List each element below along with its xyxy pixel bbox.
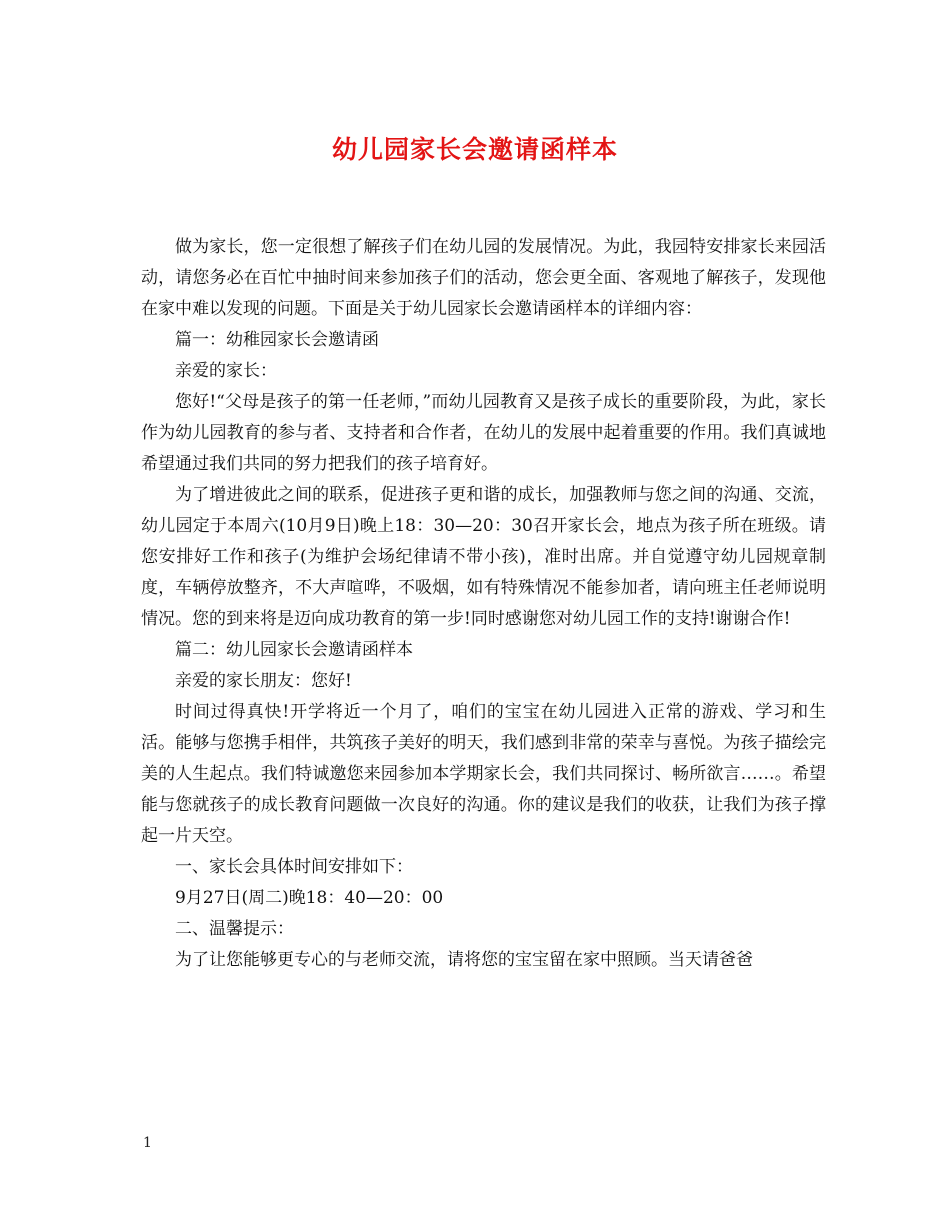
page-number: 1 [143,1135,152,1151]
paragraph: 做为家长，您一定很想了解孩子们在幼儿园的发展情况。为此，我园特安排家长来园活动，请您务必在百忙中抽时间来参加孩子们的活动，您会更全面、客观地了解孩子，发现他在家中难以发现的问题。下面是关于幼儿园家长会邀请函样本的详细内容： [141,237,826,319]
document-body [141,232,826,976]
paragraph: 时间过得真快!开学将近一个月了，咱们的宝宝在幼儿园进入正常的游戏、学习和生活。能够与您携手相伴，共筑孩子美好的明天，我们感到非常的荣幸与喜悦。为孩子描绘完美的人生起点。我们特诚邀您来园参加本学期家长会，我们共同探讨、畅所欲言……。希望能与您就孩子的成长教育问题做一次良好的沟通。你的建议是我们的收获，让我们为孩子撑起一片天空。 [141,702,826,846]
paragraph: 一、家长会具体时间安排如下： [175,857,413,877]
paragraph: 为了让您能够更专心的与老师交流，请将您的宝宝留在家中照顾。当天请爸爸 [175,950,753,970]
paragraph: 亲爱的家长朋友：您好! [175,671,352,691]
paragraph: 您好!“父母是孩子的第一任老师，”而幼儿园教育又是孩子成长的重要阶段，为此，家长作为幼儿园教育的参与者、支持者和合作者，在幼儿的发展中起着重要的作用。我们真诚地希望通过我们共同的努力把我们的孩子培育好。 [141,392,826,474]
paragraph: 篇一：幼稚园家长会邀请函 [175,330,379,350]
paragraph: 亲爱的家长： [175,361,277,381]
paragraph: 为了增进彼此之间的联系，促进孩子更和谐的成长，加强教师与您之间的沟通、交流，幼儿园定于本周六(10月9日)晚上18：30—20：30召开家长会，地点为孩子所在班级。请您安排好工作和孩子(为维护会场纪律请不带小孩)，准时出席。并自觉遵守幼儿园规章制度，车辆停放整齐，不大声喧哗，不吸烟，如有特殊情况不能参加者，请向班主任老师说明情况。您的到来将是迈向成功教育的第一步!同时感谢您对幼儿园工作的支持!谢谢合作! [141,485,826,629]
paragraph: 篇二：幼儿园家长会邀请函样本 [175,640,413,660]
paragraph: 9月27日(周二)晚18：40—20：00 [175,888,444,908]
paragraph: 二、温馨提示： [175,919,294,939]
document-title: 幼儿园家长会邀请函样本 [331,135,618,164]
